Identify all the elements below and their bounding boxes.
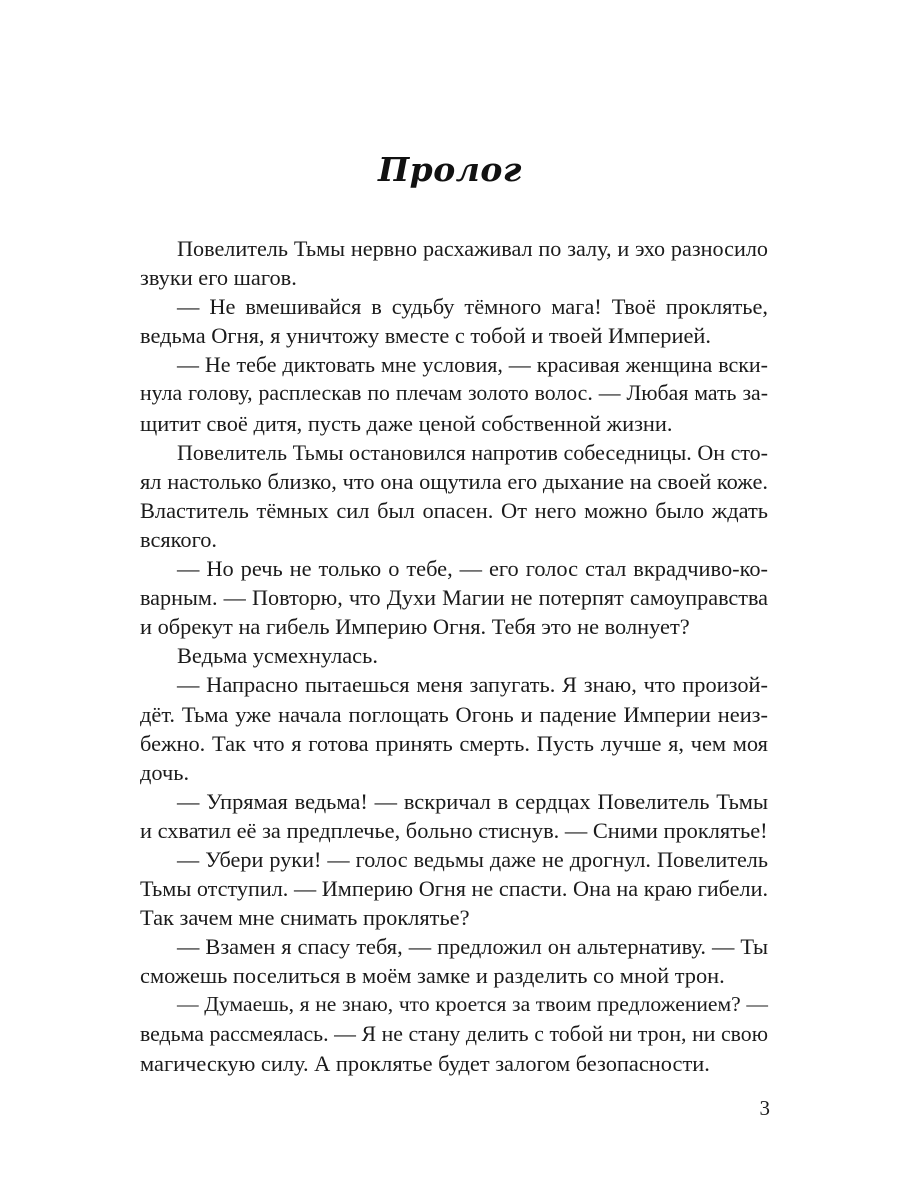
text-line: дёт. Тьма уже начала поглощать Огонь и падение Империи неиз- <box>140 701 768 727</box>
text-line: Тьмы отступил. — Империю Огня не спасти. Она на краю гибели. <box>140 876 768 902</box>
text-line: варным. — Повторю, что Духи Магии не потерпят самоуправства <box>140 585 768 611</box>
text-line: всякого. <box>140 526 218 552</box>
text-line: — Не вмешивайся в судьбу тёмного мага! Твоё проклятье, <box>177 294 768 320</box>
chapter-title: Пролог <box>378 150 522 189</box>
text-line: магическую силу. А проклятье будет залогом безопасности. <box>140 1050 710 1076</box>
text-line: — Думаешь, я не знаю, что кроется за твоим предложением? — <box>177 992 768 1017</box>
text-line: и схватил её за предплечье, больно стиснув. — Сними проклятье! <box>140 817 768 843</box>
text-line: сможешь поселиться в моём замке и разделить со мной трон. <box>140 963 725 989</box>
text-line: — Но речь не только о тебе, — его голос стал вкрадчиво-ко- <box>177 556 768 582</box>
chapter-body-text <box>140 234 768 1078</box>
text-line: — Не тебе диктовать мне условия, — красивая женщина вски- <box>177 352 768 378</box>
text-line: Властитель тёмных сил был опасен. От него можно было ждать <box>140 497 768 523</box>
text-line: Так зачем мне снимать проклятье? <box>140 905 470 931</box>
text-line: Повелитель Тьмы остановился напротив собеседницы. Он сто- <box>177 439 768 465</box>
text-line: — Упрямая ведьма! — вскричал в сердцах Повелитель Тьмы <box>177 788 768 814</box>
text-line: бежно. Так что я готова принять смерть. Пусть лучше я, чем моя <box>140 730 768 756</box>
text-line: — Убери руки! — голос ведьмы даже не дрогнул. Повелитель <box>177 846 768 872</box>
text-line: звуки его шагов. <box>140 265 297 291</box>
text-line: и обрекут на гибель Империю Огня. Тебя это не волнует? <box>140 614 690 640</box>
text-line: Повелитель Тьмы нервно расхаживал по залу, и эхо разносило <box>177 236 768 261</box>
text-line: — Взамен я спасу тебя, — предложил он альтернативу. — Ты <box>177 934 768 960</box>
text-line: щитит своё дитя, пусть даже ценой собственной жизни. <box>140 410 673 436</box>
text-line: Ведьма усмехнулась. <box>177 643 378 669</box>
text-line: ял настолько близко, что она ощутила его дыхание на своей коже. <box>140 468 768 494</box>
text-line: дочь. <box>140 759 190 785</box>
text-line: — Напрасно пытаешься меня запугать. Я знаю, что произой- <box>177 672 768 698</box>
page-number: 3 <box>759 1096 770 1120</box>
text-line: ведьма рассмеялась. — Я не стану делить с тобой ни трон, ни свою <box>140 1021 768 1046</box>
text-line: ведьма Огня, я уничтожу вместе с тобой и твоей Империей. <box>140 323 712 349</box>
text-line: нула голову, расплескав по плечам золото волос. — Любая мать за- <box>140 381 768 406</box>
